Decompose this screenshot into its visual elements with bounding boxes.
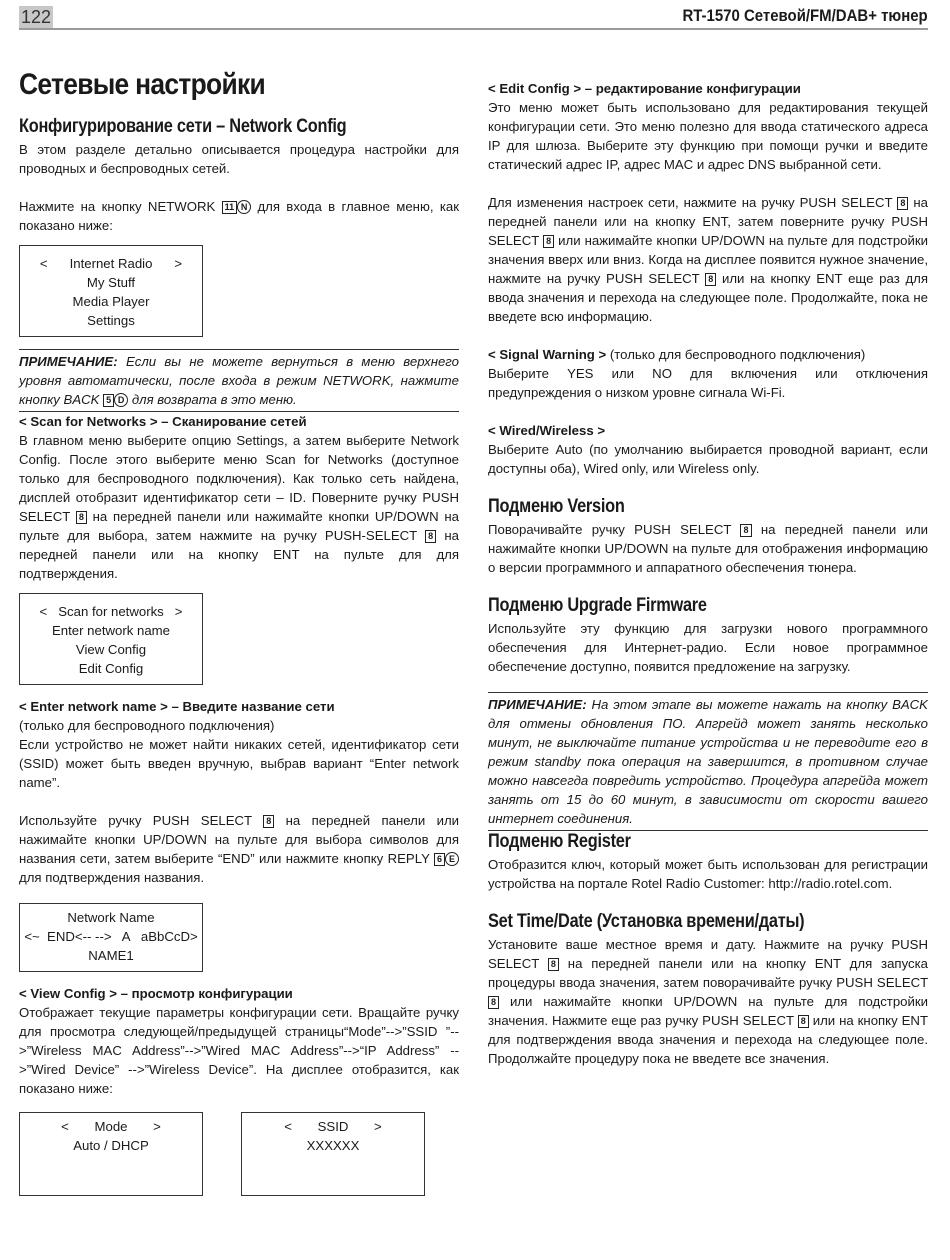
version-heading: Подменю Version bbox=[488, 496, 625, 517]
key-5-icon: 5 bbox=[103, 394, 114, 407]
wired-wireless-text: Выберите Auto (по умолчанию выбирается проводной вариант, если доступны оба), Wired only, или Wireless only. bbox=[488, 442, 928, 476]
view-config-heading: < View Config > – просмотр конфигурации bbox=[19, 986, 293, 1001]
section-title: Сетевые настройки bbox=[19, 68, 266, 101]
intro-text: В этом разделе детально описывается процедура настройки для проводных и беспроводных сетей. bbox=[19, 142, 459, 176]
edit-config-text: Это меню может быть использовано для редактирования текущей конфигурации сети. Это меню полезно для ввода статического адреса IP для шлюза. Выберите эту функцию при помощи ручки и введите статический адрес IP, адрес MAC и адрес DNS выбранной сети. bbox=[488, 100, 928, 172]
view-config-text: Отображает текущие параметры конфигурации сети. Вращайте ручку для просмотра следующей/предыдущей страницы“Mode”-->”SSID ”-->”Wireless MAC Address”-->”Wired MAC Address”-->“IP Address” -->”Wired Device” -->”Wireless Device”. На дисплее отобразится, как показано ниже: bbox=[19, 1005, 459, 1096]
upgrade-heading: Подменю Upgrade Firmware bbox=[488, 595, 707, 616]
wired-wireless-heading: < Wired/Wireless > bbox=[488, 423, 606, 438]
key-8-icon: 8 bbox=[897, 197, 908, 210]
note-back: ПРИМЕЧАНИЕ: Если вы не можете вернуться в меню верхнего уровня автоматически, после входа в режим NETWORK, нажмите кнопку BACK 5 D для возврата в это меню. bbox=[19, 349, 459, 412]
key-8-icon: 8 bbox=[263, 815, 274, 828]
signal-warning-heading: < Signal Warning > (только для беспроводного подключения) bbox=[488, 347, 866, 362]
display-boxes bbox=[19, 1112, 459, 1196]
key-8-icon: 8 bbox=[76, 511, 87, 524]
use-knob-text: Используйте ручку PUSH SELECT 8 на передней панели или нажимайте кнопки UP/DOWN на пульте для выбора символов для названия сети, затем выберите “END” или нажмите кнопку REPLY 6 E для подтверждения названия. bbox=[19, 813, 460, 885]
register-heading: Подменю Register bbox=[488, 831, 631, 852]
display-ssid: < SSID > XXXXXX bbox=[241, 1112, 425, 1196]
note-upgrade: ПРИМЕЧАНИЕ: На этом этапе вы можете нажать на кнопку BACK для отмены обновления ПО. Апгрейд может занять несколько минут, не выключайте питание устройства и не переводите его в режим standby пока операция на завершится, в противном случае можно навсегда повредить устройство. Процедура апгрейда может занять от 15 до 60 минут, в зависимости от скорости вашего интернет соединения. bbox=[488, 692, 928, 831]
page-number: 122 bbox=[21, 7, 52, 27]
edit-config-heading: < Edit Config > – редактирование конфигурации bbox=[488, 81, 801, 96]
key-8-icon: 8 bbox=[543, 235, 554, 248]
key-8-icon: 8 bbox=[740, 524, 751, 537]
time-date-text: Установите ваше местное время и дату. Нажмите на ручку PUSH SELECT 8 на передней панели или на кнопку ENT для запуска процедуры ввода значения, затем поворачивайте ручку PUSH SELECT 8 или нажимайте кнопки UP/DOWN на пульте для подстройки значения. Нажмите еще раз ручку PUSH SELECT 8 или на кнопку ENT для подтверждения ввода значения и перехода на следующее поле. Продолжайте процедуру пока не введете все значения. bbox=[488, 937, 929, 1066]
key-6-icon: 6 bbox=[434, 853, 445, 866]
scan-heading: < Scan for Networks > – Сканирование сетей bbox=[19, 414, 307, 429]
page-header bbox=[19, 4, 928, 30]
enter-network-sub: (только для беспроводного подключения) bbox=[19, 718, 275, 733]
display-network-name: Network Name <~ END<-- --> A aBbCcD> NAME1 bbox=[19, 903, 203, 972]
key-d-icon: D bbox=[114, 393, 128, 407]
key-8-icon: 8 bbox=[425, 530, 436, 543]
enter-network-heading: < Enter network name > – Введите название сети bbox=[19, 699, 335, 714]
register-text: Отобразится ключ, который может быть использован для регистрации устройства на портале Rotel Radio Customer: http://radio.rotel.com. bbox=[488, 857, 928, 891]
time-date-heading: Set Time/Date (Установка времени/даты) bbox=[488, 911, 805, 932]
display-mode: < Mode > Auto / DHCP bbox=[19, 1112, 203, 1196]
version-text: Поворачивайте ручку PUSH SELECT 8 на передней панели или нажимайте кнопки UP/DOWN на пульте для отображения информацию о версии программного и аппаратного обеспечения тюнера. bbox=[488, 522, 929, 575]
key-8-icon: 8 bbox=[488, 996, 499, 1009]
press-network-text: Нажмите на кнопку NETWORK 11 N для входа в главное меню, как показано ниже: bbox=[19, 199, 459, 233]
display-main-menu: < Internet Radio > My Stuff Media Player Settings bbox=[19, 245, 203, 337]
header-title: RT-1570 Сетевой/FM/DAB+ тюнер bbox=[682, 6, 928, 25]
signal-warning-text: Выберите YES или NO для включения или отключения предупреждения о низком уровне сигнала Wi-Fi. bbox=[488, 366, 928, 400]
display-settings-menu: < Scan for networks > Enter network name View Config Edit Config bbox=[19, 593, 203, 685]
upgrade-text: Используйте эту функцию для загрузки нового программного обеспечения для Интернет-радио. Если новое программное обеспечение доступно, появится предложение на загрузку. bbox=[488, 621, 928, 674]
network-config-heading: Конфигурирование сети – Network Config bbox=[19, 116, 347, 137]
scan-text: В главном меню выберите опцию Settings, а затем выберите Network Config. После этого выберите меню Scan for Networks (доступное только для беспроводного подключения). Как только сеть найдена, дисплей отобразит идентификатор сети – ID. Поверните ручку PUSH SELECT 8 на передней панели или нажимайте кнопки UP/DOWN на пульте для выбора, затем нажмите на ручку PUSH-SELECT 8 на передней панели или на кнопку ENT на пульте для для подтверждения. bbox=[19, 433, 459, 581]
change-settings-text: Для изменения настроек сети, нажмите на ручку PUSH SELECT 8 на передней панели или на кнопку ENT, затем поверните ручку PUSH SELECT 8 или нажимайте кнопки UP/DOWN на пульте для подстройки значения вверх или вниз. Когда на дисплее появится нужное значение, нажмите на ручку PUSH SELECT 8 или на кнопку ENT еще раз для ввода значения и перехода на следующее поле. Продолжайте, пока не введете всю информацию. bbox=[488, 195, 929, 324]
right-column bbox=[488, 79, 928, 1068]
key-8-icon: 8 bbox=[705, 273, 716, 286]
key-e-icon: E bbox=[445, 852, 459, 866]
enter-network-text: Если устройство не может найти никаких сетей, идентификатор сети (SSID) может быть введен вручную, выбрав вариант “Enter network name”. bbox=[19, 737, 459, 790]
key-n-icon: N bbox=[237, 200, 251, 214]
left-column bbox=[19, 60, 459, 1196]
key-8-icon: 8 bbox=[798, 1015, 809, 1028]
key-11-icon: 11 bbox=[222, 201, 238, 214]
key-8-icon: 8 bbox=[548, 958, 559, 971]
